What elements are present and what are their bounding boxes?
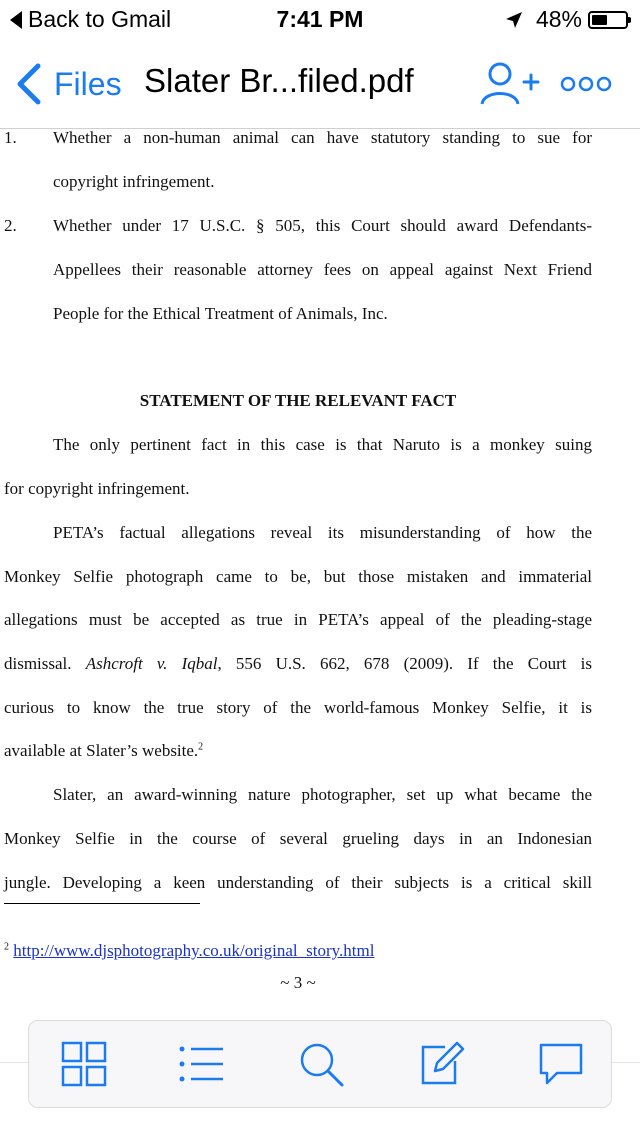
add-person-icon[interactable]	[480, 60, 540, 108]
back-app-label: Back to Gmail	[28, 6, 172, 32]
annotate-icon[interactable]	[415, 1039, 465, 1089]
p2-line4	[4, 654, 592, 674]
p2-line4-post: , 556 U.S. 662, 678 (2009). If the Court is	[217, 654, 592, 673]
case-citation: Ashcroft v. Iqbal	[85, 654, 218, 673]
item1-line2: copyright infringement.	[53, 172, 215, 191]
footnote-divider	[4, 903, 200, 904]
p3-line1: Slater, an award-winning nature photographer, set up what became the	[53, 785, 592, 804]
p2-line1: PETA’s factual allegations reveal its misunderstanding of how the	[53, 523, 592, 542]
p2-line2: Monkey Selfie photograph came to be, but those mistaken and immaterial	[4, 567, 592, 586]
footnote	[4, 941, 374, 961]
p3-line2: Monkey Selfie in the course of several grueling days in an Indonesian	[4, 829, 592, 848]
item2-line2: Appellees their reasonable attorney fees on appeal against Next Friend	[53, 260, 592, 279]
bottom-toolbar	[28, 1020, 612, 1108]
item1-line1: Whether a non-human animal can have statutory standing to sue for	[53, 128, 592, 147]
item2-line3: People for the Ethical Treatment of Animals, Inc.	[53, 304, 388, 323]
p2-line3: allegations must be accepted as true in PETA’s appeal of the pleading-stage	[4, 610, 592, 629]
more-icon[interactable]	[560, 72, 612, 96]
thumbnails-icon[interactable]	[59, 1039, 109, 1089]
footnote-link[interactable]: http://www.djsphotography.co.uk/original_story.html	[13, 941, 375, 960]
item2-line1: Whether under 17 U.S.C. § 505, this Court should award Defendants-	[53, 216, 592, 235]
list-number: 2.	[4, 216, 17, 235]
list-number: 1.	[4, 128, 17, 147]
section-heading: STATEMENT OF THE RELEVANT FACT	[139, 391, 457, 410]
files-back-button[interactable]	[14, 62, 122, 106]
files-back-label: Files	[54, 65, 122, 102]
status-time: 7:41 PM	[276, 6, 364, 32]
search-icon[interactable]	[296, 1039, 346, 1089]
chevron-left-icon	[14, 62, 42, 106]
status-bar	[0, 0, 640, 40]
nav-bar	[0, 40, 640, 129]
status-right	[504, 6, 628, 33]
p1-line1: The only pertinent fact in this case is that Naruto is a monkey suing	[53, 435, 592, 454]
page-number: ~ 3 ~	[280, 973, 316, 992]
footnote-number: 2	[4, 941, 9, 953]
p1-line2: for copyright infringement.	[4, 479, 190, 498]
p2-line5: curious to know the true story of the world-famous Monkey Selfie, it is	[4, 698, 592, 717]
location-arrow-icon	[504, 10, 524, 30]
outline-list-icon[interactable]	[177, 1039, 227, 1089]
p2-line6-text: available at Slater’s website.	[4, 741, 199, 760]
p3-line3: jungle. Developing a keen understanding of their subjects is a critical skill	[4, 873, 592, 892]
p2-line6	[4, 741, 203, 761]
battery-icon	[588, 11, 628, 29]
battery-percent: 48%	[535, 6, 582, 32]
pdf-page[interactable]	[0, 128, 640, 1008]
document-title: Slater Br...filed.pdf	[144, 62, 414, 99]
comment-icon[interactable]	[535, 1039, 585, 1089]
footnote-ref[interactable]: 2	[198, 741, 204, 753]
p2-line4-pre: dismissal.	[4, 654, 86, 673]
